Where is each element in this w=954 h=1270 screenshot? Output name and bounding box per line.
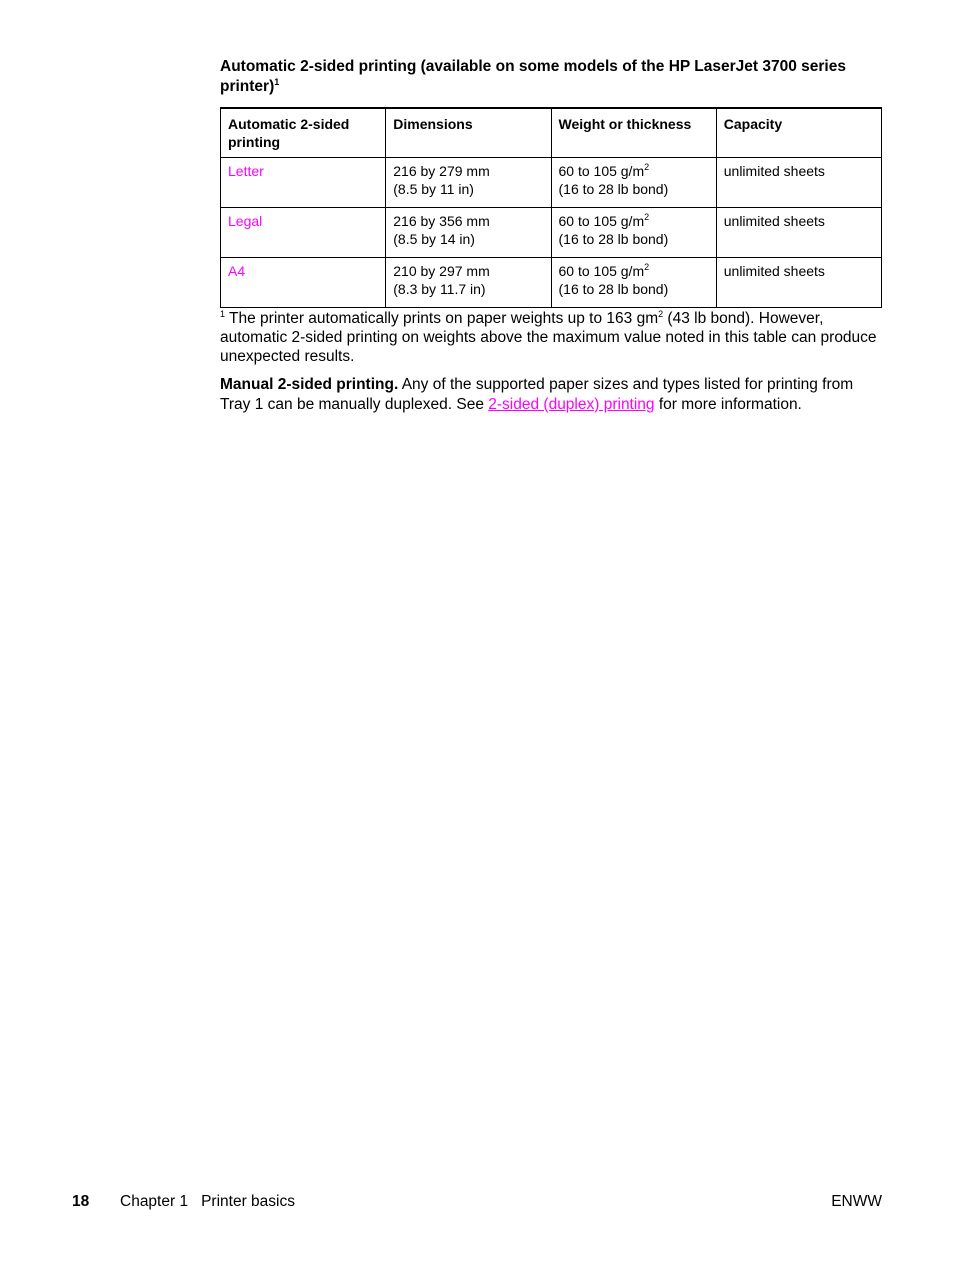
- page-number: 18: [72, 1193, 90, 1210]
- manual-duplex-text: Any of the supported paper sizes and types listed for printing from Tray 1 can be manually duplexed. See: [220, 375, 854, 413]
- weight-imperial: (16 to 28 lb bond): [558, 230, 669, 247]
- footnote-superscript: 2: [658, 308, 664, 319]
- size-cell: [221, 207, 386, 257]
- duplex-printing-link[interactable]: 2-sided (duplex) printing: [488, 395, 655, 413]
- dimensions-metric: 210 by 297 mm: [393, 262, 490, 279]
- weight-metric: 60 to 105 g/m: [558, 162, 645, 179]
- size-link-letter[interactable]: Letter: [228, 162, 264, 179]
- header-printing: Automatic 2-sided printing: [221, 108, 386, 157]
- table-row: [221, 207, 882, 257]
- weight-cell: [551, 207, 716, 257]
- section-title-text: Automatic 2-sided printing (available on some models of the HP LaserJet 3700 series printer): [220, 58, 846, 95]
- weight-superscript: 2: [644, 261, 650, 272]
- capacity-cell: unlimited sheets: [716, 157, 881, 207]
- manual-duplex-paragraph: [220, 375, 882, 415]
- capacity-cell: unlimited sheets: [716, 207, 881, 257]
- size-cell: [221, 257, 386, 307]
- dimensions-cell: [386, 157, 551, 207]
- title-footnote-marker: 1: [274, 77, 280, 87]
- weight-superscript: 2: [644, 161, 650, 172]
- weight-superscript: 2: [644, 211, 650, 222]
- header-capacity: Capacity: [716, 108, 881, 157]
- dimensions-imperial: (8.5 by 11 in): [393, 180, 474, 197]
- dimensions-cell: [386, 257, 551, 307]
- size-link-a4[interactable]: A4: [228, 262, 246, 279]
- weight-imperial: (16 to 28 lb bond): [558, 180, 669, 197]
- manual-duplex-text-end: for more information.: [654, 395, 802, 413]
- duplex-specs-table: [220, 107, 882, 308]
- page-content: [220, 57, 882, 415]
- footnote-marker: 1: [220, 308, 226, 319]
- weight-imperial: (16 to 28 lb bond): [558, 280, 669, 297]
- chapter-title: Printer basics: [201, 1193, 295, 1210]
- weight-cell: [551, 257, 716, 307]
- header-dimensions: Dimensions: [386, 108, 551, 157]
- header-weight: Weight or thickness: [551, 108, 716, 157]
- locale-code: ENWW: [831, 1193, 882, 1210]
- weight-cell: [551, 157, 716, 207]
- chapter-label: [120, 1192, 295, 1212]
- dimensions-cell: [386, 207, 551, 257]
- table-row: [221, 257, 882, 307]
- dimensions-metric: 216 by 356 mm: [393, 212, 490, 229]
- manual-duplex-lead: Manual 2-sided printing.: [220, 375, 399, 393]
- size-link-legal[interactable]: Legal: [228, 212, 263, 229]
- size-cell: [221, 157, 386, 207]
- dimensions-imperial: (8.3 by 11.7 in): [393, 280, 486, 297]
- weight-metric: 60 to 105 g/m: [558, 212, 645, 229]
- table-footnote: [220, 309, 882, 366]
- footnote-text: The printer automatically prints on paper weights up to 163 gm: [225, 309, 659, 327]
- footnote-text-continued: (43 lb bond). However, automatic 2-sided printing on weights above the maximum value noted in this table can produce unexpected results.: [220, 309, 877, 365]
- chapter-number: Chapter 1: [120, 1193, 189, 1210]
- section-title: [220, 57, 882, 97]
- table-row: [221, 157, 882, 207]
- dimensions-metric: 216 by 279 mm: [393, 162, 490, 179]
- capacity-cell: unlimited sheets: [716, 257, 881, 307]
- weight-metric: 60 to 105 g/m: [558, 262, 645, 279]
- dimensions-imperial: (8.5 by 14 in): [393, 230, 475, 247]
- table-header-row: [221, 108, 882, 157]
